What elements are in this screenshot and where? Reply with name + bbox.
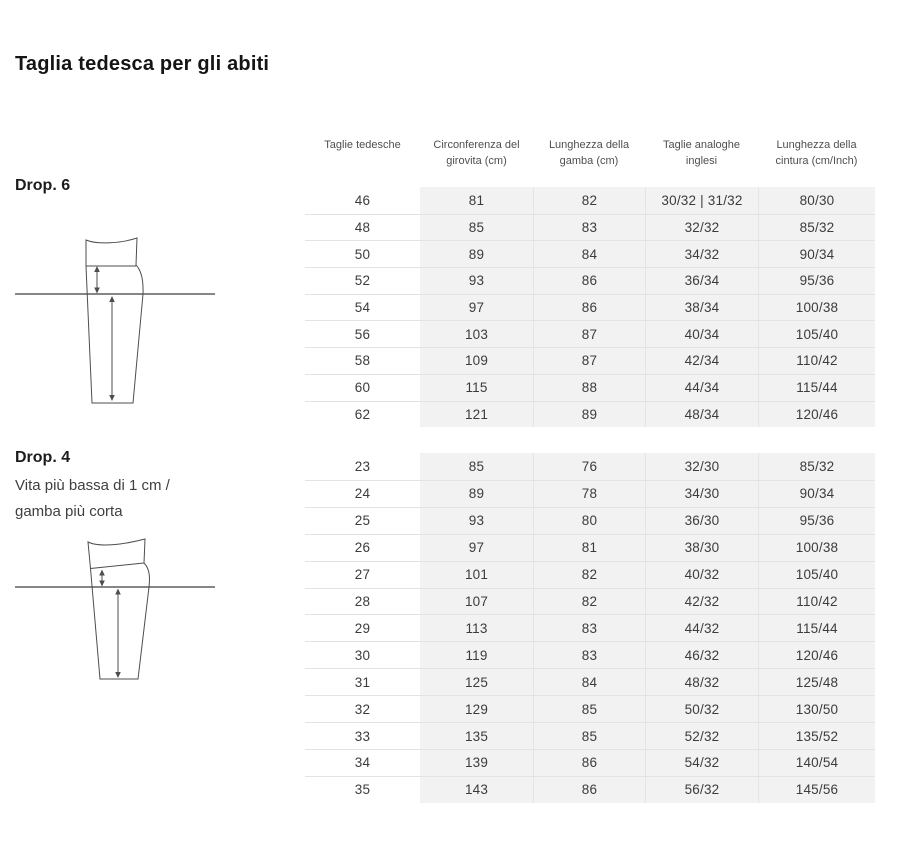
table-row bbox=[305, 267, 875, 294]
table-cell: 82 bbox=[533, 562, 645, 588]
table-row bbox=[305, 480, 875, 507]
table-cell: 143 bbox=[420, 777, 533, 803]
table-row bbox=[305, 294, 875, 321]
table-cell: 81 bbox=[533, 535, 645, 561]
table-cell: 86 bbox=[533, 777, 645, 803]
table-cell: 83 bbox=[533, 642, 645, 668]
table-cell: 34/30 bbox=[645, 481, 758, 507]
table-row bbox=[305, 347, 875, 374]
table-cell: 38/34 bbox=[645, 295, 758, 321]
table-row bbox=[305, 749, 875, 776]
table-cell: 93 bbox=[420, 508, 533, 534]
table-cell: 26 bbox=[305, 535, 420, 561]
table-cell: 87 bbox=[533, 321, 645, 347]
table-cell: 36/30 bbox=[645, 508, 758, 534]
table-row bbox=[305, 401, 875, 428]
table-cell: 60 bbox=[305, 375, 420, 401]
table-cell: 52/32 bbox=[645, 723, 758, 749]
table-cell: 34/32 bbox=[645, 241, 758, 267]
table-cell: 32 bbox=[305, 696, 420, 722]
table-cell: 32/30 bbox=[645, 453, 758, 480]
table-cell: 135 bbox=[420, 723, 533, 749]
table-cell: 83 bbox=[533, 615, 645, 641]
table-cell: 95/36 bbox=[758, 508, 875, 534]
table-cell: 30 bbox=[305, 642, 420, 668]
section-description-line: gamba più corta bbox=[15, 503, 123, 520]
table-cell: 48 bbox=[305, 215, 420, 241]
table-cell: 89 bbox=[420, 241, 533, 267]
table-cell: 119 bbox=[420, 642, 533, 668]
table-cell: 84 bbox=[533, 669, 645, 695]
table-cell: 105/40 bbox=[758, 321, 875, 347]
table-cell: 115/44 bbox=[758, 615, 875, 641]
table-cell: 80/30 bbox=[758, 187, 875, 214]
section-label-drop6: Drop. 6 bbox=[15, 177, 71, 194]
size-table-drop4 bbox=[305, 453, 875, 803]
table-cell: 140/54 bbox=[758, 750, 875, 776]
table-row bbox=[305, 722, 875, 749]
table-cell: 33 bbox=[305, 723, 420, 749]
table-cell: 88 bbox=[533, 375, 645, 401]
table-cell: 80 bbox=[533, 508, 645, 534]
table-cell: 139 bbox=[420, 750, 533, 776]
table-row bbox=[305, 641, 875, 668]
table-cell: 48/34 bbox=[645, 402, 758, 428]
column-header-leg-length: Lunghezza della gamba (cm) bbox=[548, 139, 630, 167]
table-cell: 83 bbox=[533, 215, 645, 241]
table-cell: 50/32 bbox=[645, 696, 758, 722]
table-cell: 120/46 bbox=[758, 642, 875, 668]
table-cell: 125/48 bbox=[758, 669, 875, 695]
table-row bbox=[305, 240, 875, 267]
size-table-drop6 bbox=[305, 187, 875, 427]
table-cell: 42/32 bbox=[645, 589, 758, 615]
page-title: Taglia tedesca per gli abiti bbox=[15, 53, 270, 75]
table-cell: 50 bbox=[305, 241, 420, 267]
table-row bbox=[305, 534, 875, 561]
table-cell: 120/46 bbox=[758, 402, 875, 428]
table-cell: 35 bbox=[305, 777, 420, 803]
table-row bbox=[305, 776, 875, 803]
table-cell: 46 bbox=[305, 187, 420, 214]
column-header-english-sizes: Taglie analoghe inglesi bbox=[662, 139, 741, 167]
table-cell: 145/56 bbox=[758, 777, 875, 803]
table-cell: 115/44 bbox=[758, 375, 875, 401]
table-cell: 36/34 bbox=[645, 268, 758, 294]
table-cell: 105/40 bbox=[758, 562, 875, 588]
trousers-diagram-drop6 bbox=[0, 215, 250, 435]
table-cell: 110/42 bbox=[758, 348, 875, 374]
table-cell: 85 bbox=[533, 696, 645, 722]
table-cell: 84 bbox=[533, 241, 645, 267]
table-cell: 31 bbox=[305, 669, 420, 695]
section-description-line: Vita più bassa di 1 cm / bbox=[15, 477, 170, 494]
table-cell: 81 bbox=[420, 187, 533, 214]
table-cell: 103 bbox=[420, 321, 533, 347]
section-description-drop4 bbox=[15, 473, 245, 525]
table-row bbox=[305, 374, 875, 401]
table-cell: 121 bbox=[420, 402, 533, 428]
table-cell: 85 bbox=[420, 453, 533, 480]
column-header-german-sizes: Taglie tedesche bbox=[324, 139, 401, 151]
table-cell: 78 bbox=[533, 481, 645, 507]
column-header-waist-circumference: Circonferenza del girovita (cm) bbox=[433, 139, 520, 167]
table-cell: 85 bbox=[533, 723, 645, 749]
table-cell: 110/42 bbox=[758, 589, 875, 615]
table-cell: 86 bbox=[533, 295, 645, 321]
table-cell: 54 bbox=[305, 295, 420, 321]
table-cell: 135/52 bbox=[758, 723, 875, 749]
table-cell: 85 bbox=[420, 215, 533, 241]
table-cell: 125 bbox=[420, 669, 533, 695]
table-cell: 82 bbox=[533, 589, 645, 615]
table-row bbox=[305, 668, 875, 695]
table-cell: 23 bbox=[305, 453, 420, 480]
table-cell: 58 bbox=[305, 348, 420, 374]
table-cell: 62 bbox=[305, 402, 420, 428]
table-cell: 27 bbox=[305, 562, 420, 588]
section-label-drop4: Drop. 4 bbox=[15, 449, 71, 466]
table-cell: 76 bbox=[533, 453, 645, 480]
table-cell: 40/32 bbox=[645, 562, 758, 588]
table-cell: 93 bbox=[420, 268, 533, 294]
table-cell: 95/36 bbox=[758, 268, 875, 294]
table-cell: 97 bbox=[420, 295, 533, 321]
table-cell: 86 bbox=[533, 750, 645, 776]
table-cell: 85/32 bbox=[758, 215, 875, 241]
table-cell: 87 bbox=[533, 348, 645, 374]
table-cell: 24 bbox=[305, 481, 420, 507]
table-cell: 28 bbox=[305, 589, 420, 615]
table-cell: 29 bbox=[305, 615, 420, 641]
table-cell: 40/34 bbox=[645, 321, 758, 347]
table-cell: 86 bbox=[533, 268, 645, 294]
table-row bbox=[305, 588, 875, 615]
trousers-diagram-drop4 bbox=[0, 525, 250, 725]
table-cell: 100/38 bbox=[758, 295, 875, 321]
table-row bbox=[305, 320, 875, 347]
table-cell: 48/32 bbox=[645, 669, 758, 695]
table-column-headers bbox=[305, 138, 875, 170]
table-cell: 44/34 bbox=[645, 375, 758, 401]
table-row bbox=[305, 214, 875, 241]
table-cell: 82 bbox=[533, 187, 645, 214]
table-cell: 101 bbox=[420, 562, 533, 588]
table-cell: 42/34 bbox=[645, 348, 758, 374]
table-row bbox=[305, 561, 875, 588]
table-cell: 90/34 bbox=[758, 481, 875, 507]
table-cell: 89 bbox=[420, 481, 533, 507]
table-cell: 52 bbox=[305, 268, 420, 294]
table-cell: 109 bbox=[420, 348, 533, 374]
table-cell: 46/32 bbox=[645, 642, 758, 668]
table-cell: 25 bbox=[305, 508, 420, 534]
table-cell: 113 bbox=[420, 615, 533, 641]
table-cell: 56 bbox=[305, 321, 420, 347]
table-cell: 89 bbox=[533, 402, 645, 428]
table-cell: 129 bbox=[420, 696, 533, 722]
table-cell: 44/32 bbox=[645, 615, 758, 641]
table-cell: 115 bbox=[420, 375, 533, 401]
table-cell: 97 bbox=[420, 535, 533, 561]
table-cell: 107 bbox=[420, 589, 533, 615]
table-cell: 56/32 bbox=[645, 777, 758, 803]
table-cell: 32/32 bbox=[645, 215, 758, 241]
table-cell: 54/32 bbox=[645, 750, 758, 776]
table-cell: 34 bbox=[305, 750, 420, 776]
column-header-belt-length: Lunghezza della cintura (cm/Inch) bbox=[775, 139, 858, 167]
table-cell: 30/32 | 31/32 bbox=[645, 187, 758, 214]
table-row bbox=[305, 614, 875, 641]
table-row bbox=[305, 507, 875, 534]
table-row bbox=[305, 695, 875, 722]
table-cell: 100/38 bbox=[758, 535, 875, 561]
table-cell: 85/32 bbox=[758, 453, 875, 480]
table-cell: 130/50 bbox=[758, 696, 875, 722]
table-row bbox=[305, 187, 875, 214]
table-row bbox=[305, 453, 875, 480]
table-cell: 38/30 bbox=[645, 535, 758, 561]
table-cell: 90/34 bbox=[758, 241, 875, 267]
